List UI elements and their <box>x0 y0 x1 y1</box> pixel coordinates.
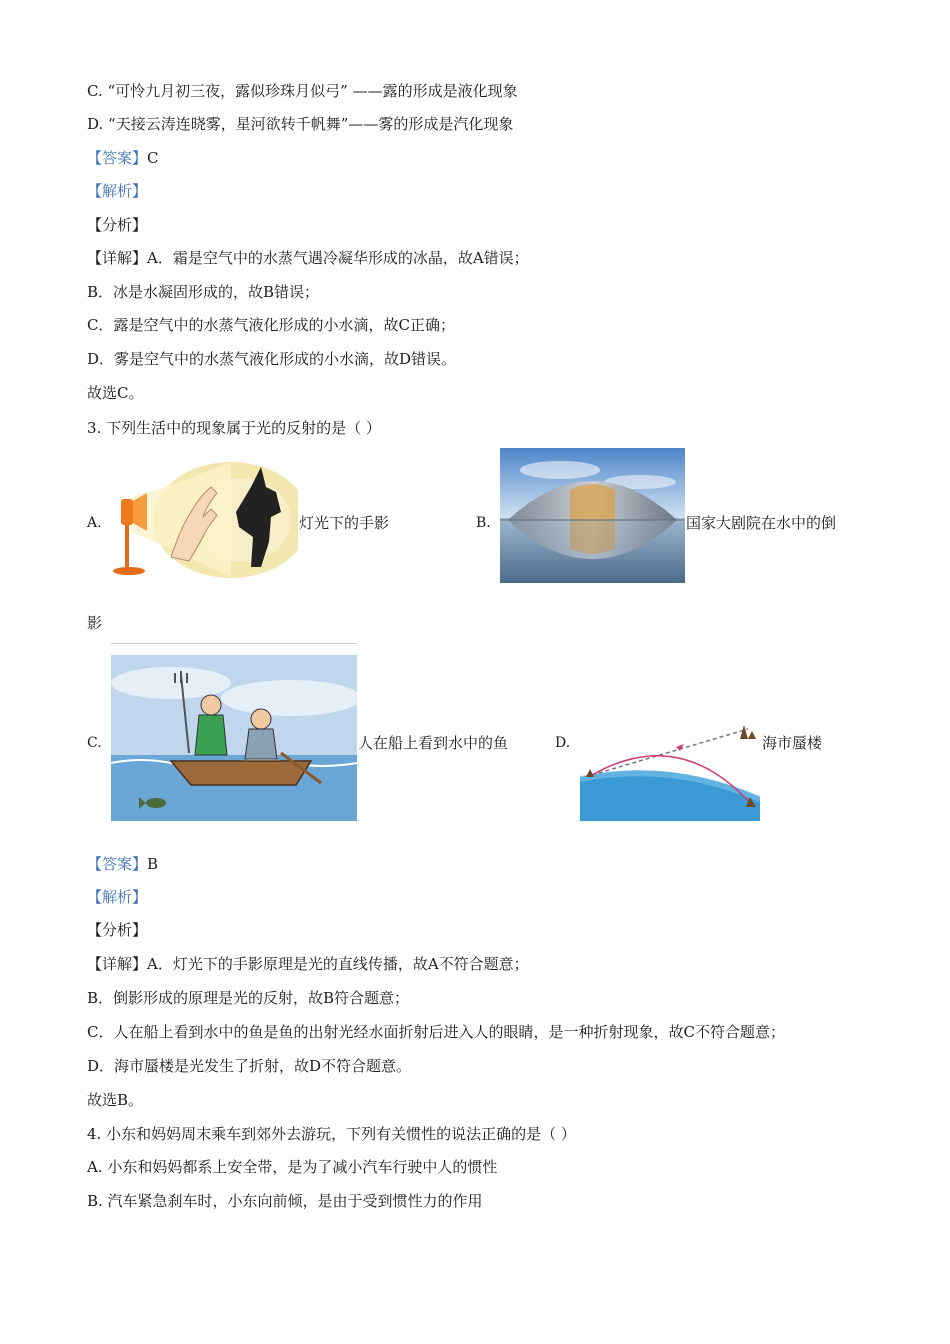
option-c-text: C. “可怜九月初三夜，露似珍珠月似弓” ——露的形成是液化现象 <box>87 82 518 100</box>
answer-tag: 【答案】 <box>87 855 148 873</box>
detail-line: D．雾是空气中的水蒸气液化形成的小水滴，故D错误。 <box>87 350 457 368</box>
question-4-option-a: A. 小东和妈妈都系上安全带，是为了减小汽车行驶中人的惯性 <box>87 1158 498 1176</box>
option-b-caption-cont: 影 <box>87 614 103 632</box>
national-theater-image <box>500 448 685 583</box>
fenxi-tag: 【分析】 <box>87 921 148 939</box>
detail-line: B．冰是水凝固形成的，故B错误； <box>87 283 320 301</box>
option-b-caption: 国家大剧院在水中的倒 <box>686 514 837 532</box>
answer-line-1 <box>87 148 159 168</box>
mirage-image <box>580 717 760 821</box>
question-4: 4. 小东和妈妈周末乘车到郊外去游玩，下列有关惯性的说法正确的是（ ） <box>87 1125 576 1143</box>
conclusion-line: 故选C。 <box>87 384 144 402</box>
shadow-hand-image <box>111 457 298 583</box>
jiexi-tag: 【解析】 <box>87 182 148 200</box>
option-b-label: B. <box>476 515 491 531</box>
conclusion-line: 故选B。 <box>87 1091 144 1109</box>
option-d-text: D. “天接云涛连晓雾，星河欲转千帆舞”——雾的形成是汽化现象 <box>87 115 514 133</box>
detail-line: D．海市蜃楼是光发生了折射，故D不符合题意。 <box>87 1057 412 1075</box>
theater-reflection-icon <box>500 448 685 583</box>
detail-line: C．人在船上看到水中的鱼是鱼的出射光经水面折射后进入人的眼睛，是一种折射现象，故C不符合题意； <box>87 1023 785 1041</box>
option-c-label: C. <box>87 735 102 751</box>
detail-line: B．倒影形成的原理是光的反射，故B符合题意； <box>87 989 410 1007</box>
answer-value: C <box>147 149 159 167</box>
question-3: 3. 下列生活中的现象属于光的反射的是（ ） <box>87 419 381 437</box>
answer-tag: 【答案】 <box>87 149 148 167</box>
boat-fish-image <box>111 643 357 821</box>
shadow-hand-icon <box>111 457 298 583</box>
option-a-label: A. <box>87 515 102 531</box>
detail-line: C．露是空气中的水蒸气液化形成的小水滴，故C正确； <box>87 316 455 334</box>
option-a-caption: 灯光下的手影 <box>299 514 390 532</box>
option-c-caption: 人在船上看到水中的鱼 <box>358 734 509 752</box>
answer-line-2 <box>87 854 158 874</box>
detail-line: 【详解】A．霜是空气中的水蒸气遇冷凝华形成的冰晶，故A错误； <box>87 249 529 267</box>
mirage-icon <box>580 717 760 821</box>
option-d-caption: 海市蜃楼 <box>762 734 823 752</box>
question-4-option-b: B. 汽车紧急刹车时，小东向前倾，是由于受到惯性力的作用 <box>87 1192 483 1210</box>
option-d-label: D. <box>555 735 571 751</box>
jiexi-tag: 【解析】 <box>87 888 148 906</box>
boat-fishing-icon <box>111 643 357 821</box>
fenxi-tag: 【分析】 <box>87 216 148 234</box>
answer-value: B <box>147 855 159 873</box>
detail-line: 【详解】A．灯光下的手影原理是光的直线传播，故A不符合题意； <box>87 955 529 973</box>
